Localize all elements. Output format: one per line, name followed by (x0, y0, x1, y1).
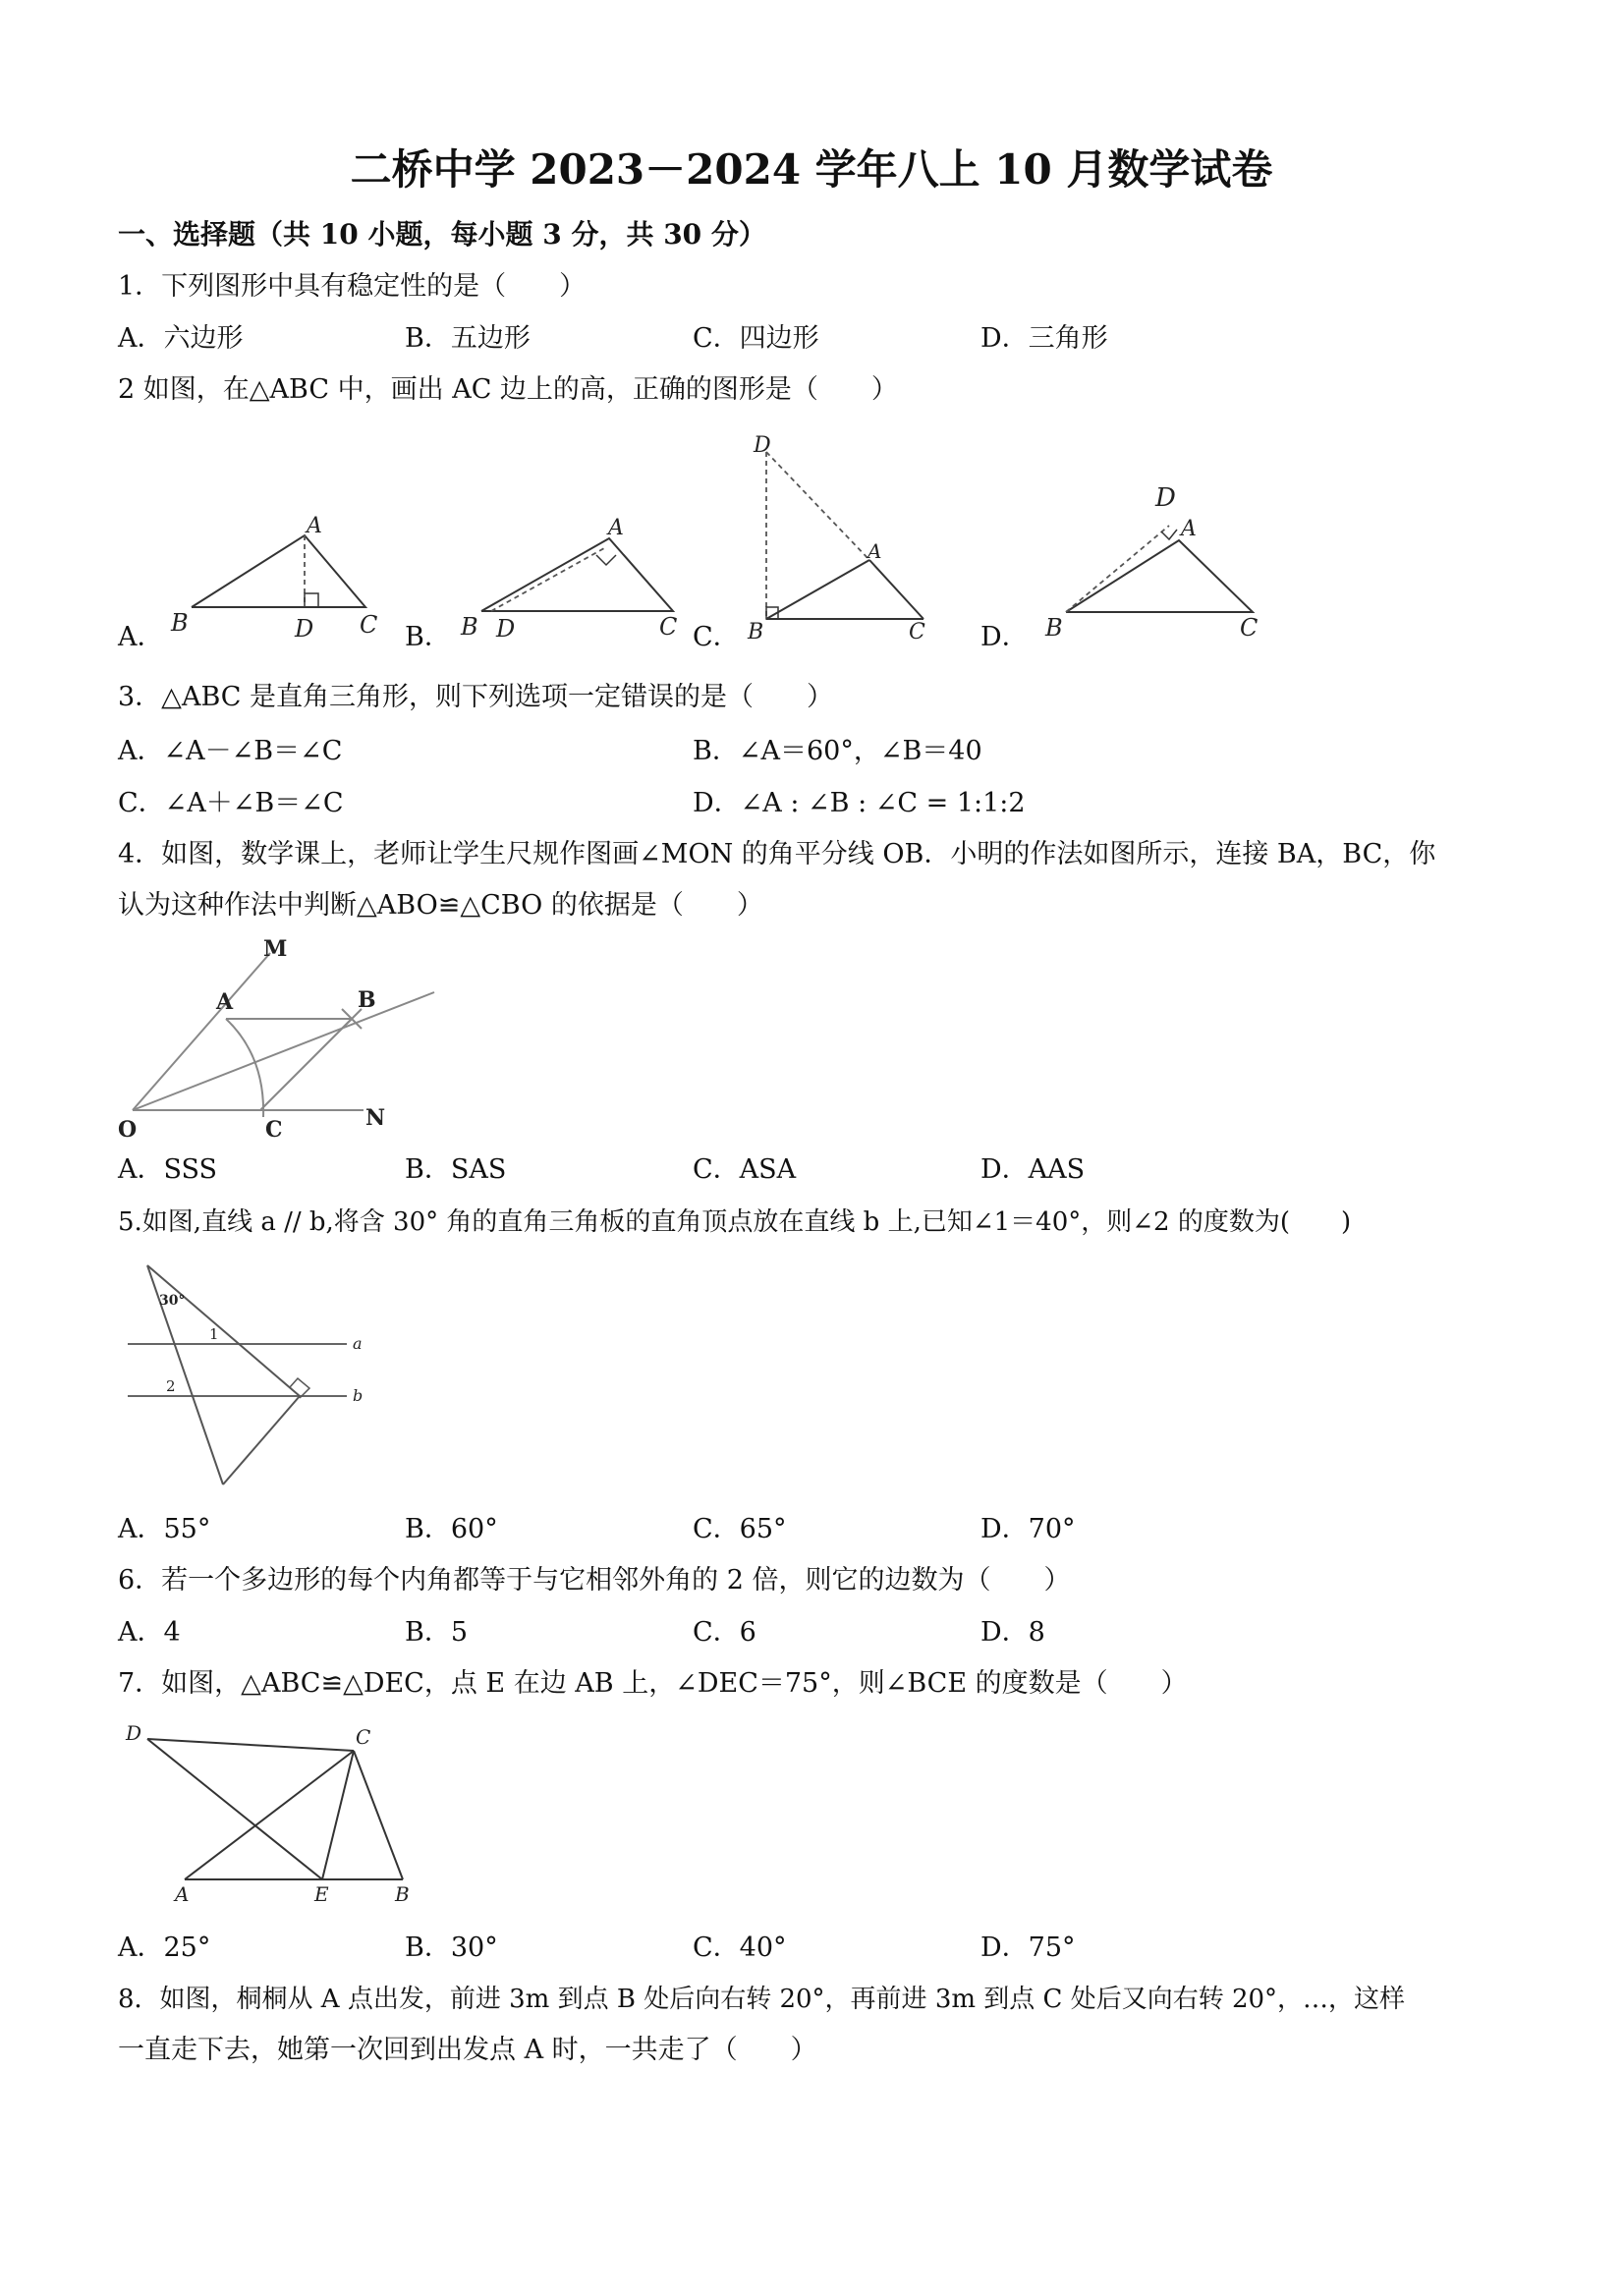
q4-figure (118, 938, 452, 1145)
q4-option-a: A．SSS (118, 1154, 218, 1185)
q7-figure (118, 1714, 432, 1911)
q5-figure (123, 1260, 378, 1496)
q2a-label-c: C (360, 611, 378, 639)
section-heading: 一、选择题（共 10 小题，每小题 3 分，共 30 分） (118, 218, 766, 251)
q2a-label-b: B (171, 609, 189, 637)
q5-option-c: C．65° (693, 1514, 787, 1544)
q1-option-a: A．六边形 (118, 323, 244, 354)
q2d-label-a: A (1181, 517, 1197, 541)
q4-label-o: O (118, 1117, 138, 1143)
q2-figure-c (742, 432, 958, 644)
q4-label-b: B (358, 987, 376, 1013)
q7-option-a: A．25° (118, 1932, 211, 1963)
q5-option-a: A．55° (118, 1514, 211, 1544)
q3-option-b: B．∠A＝60°，∠B＝40 (693, 736, 982, 766)
q5-label-b: b (353, 1386, 364, 1405)
q2c-label-b: B (748, 620, 764, 644)
q4-label-n: N (365, 1105, 386, 1131)
q1-stem: 1．下列图形中具有稳定性的是（ ） (118, 271, 587, 302)
q4-label-a: A (216, 989, 234, 1015)
q7-label-d: D (126, 1721, 142, 1745)
q2-stem: 2 如图，在△ABC 中，画出 AC 边上的高，正确的图形是（ ） (118, 374, 898, 405)
q2c-label-c: C (909, 620, 925, 644)
q2c-label-d: D (754, 433, 771, 458)
q7-label-a: A (175, 1882, 190, 1906)
q2a-label-a: A (307, 514, 322, 538)
q6-option-a: A．4 (118, 1617, 181, 1648)
q7-label-c: C (356, 1725, 371, 1749)
q2-figure-a (167, 511, 383, 643)
q7-label-e: E (314, 1882, 329, 1906)
q5-label-a: a (353, 1334, 363, 1353)
q2b-label-a: A (608, 516, 624, 540)
q2-figure-d (1032, 476, 1267, 644)
q6-option-c: C．6 (693, 1617, 756, 1648)
q5-option-b: B．60° (405, 1514, 498, 1544)
q2-option-a-letter: A． (118, 622, 164, 652)
q6-option-d: D．8 (980, 1617, 1045, 1648)
q5-option-d: D．70° (980, 1514, 1076, 1544)
q5-label-2: 2 (166, 1377, 176, 1395)
q4-stem-line1: 4．如图，数学课上，老师让学生尺规作图画∠MON 的角平分线 OB．小明的作法如图所示，连接 BA，BC，你 (118, 839, 1436, 869)
q4-option-b: B．SAS (405, 1154, 507, 1185)
q1-option-d: D．三角形 (980, 323, 1108, 354)
q7-option-b: B．30° (405, 1932, 498, 1963)
q7-stem: 7．如图，△ABC≌△DEC，点 E 在边 AB 上，∠DEC＝75°，则∠BCE 的度数是（ ） (118, 1668, 1188, 1699)
q4-stem-line2: 认为这种作法中判断△ABO≌△CBO 的依据是（ ） (118, 890, 763, 921)
q2-figure-b (457, 511, 693, 643)
q2a-label-d: D (295, 615, 314, 643)
q1-option-c: C．四边形 (693, 323, 819, 354)
q3-option-d: D．∠A : ∠B : ∠C = 1:1:2 (693, 788, 1026, 818)
q2-option-b-letter: B． (405, 622, 451, 652)
exam-title: 二桥中学 2023－2024 学年八上 10 月数学试卷 (350, 145, 1273, 194)
q7-option-c: C．40° (693, 1932, 787, 1963)
q3-option-a: A．∠A－∠B＝∠C (118, 736, 343, 766)
q4-label-m: M (263, 936, 288, 962)
q6-option-b: B．5 (405, 1617, 469, 1648)
q8-stem-line2: 一直走下去，她第一次回到出发点 A 时，一共走了（ ） (118, 2035, 817, 2065)
q3-stem: 3．△ABC 是直角三角形，则下列选项一定错误的是（ ） (118, 682, 834, 712)
q4-option-d: D．AAS (980, 1154, 1086, 1185)
q2c-label-a: A (867, 539, 882, 563)
q6-stem: 6．若一个多边形的每个内角都等于与它相邻外角的 2 倍，则它的边数为（ ） (118, 1565, 1071, 1596)
q5-label-30: 30° (159, 1293, 186, 1309)
q2b-label-b: B (461, 613, 478, 641)
q3-option-c: C．∠A＋∠B＝∠C (118, 788, 344, 818)
q7-label-b: B (395, 1882, 410, 1906)
q4-option-c: C．ASA (693, 1154, 797, 1185)
q7-option-d: D．75° (980, 1932, 1076, 1963)
q8-stem-line1: 8．如图，桐桐从 A 点出发，前进 3m 到点 B 处后向右转 20°，再前进 3m 到点 C 处后又向右转 20°，…，这样 (118, 1985, 1406, 2014)
q2b-label-c: C (659, 613, 678, 641)
q2-option-d-letter: D． (980, 622, 1029, 652)
q2b-label-d: D (496, 615, 516, 643)
q4-label-c: C (265, 1117, 283, 1143)
q1-option-b: B．五边形 (405, 323, 531, 354)
q2-option-c-letter: C． (693, 622, 740, 652)
q5-stem: 5.如图,直线 a // b,将含 30° 角的直角三角板的直角顶点放在直线 b 上,已知∠1＝40°，则∠2 的度数为( ) (118, 1207, 1352, 1237)
q5-label-1: 1 (209, 1325, 219, 1343)
q2d-label-d: D (1155, 483, 1176, 513)
q2d-label-b: B (1045, 614, 1063, 642)
q2d-label-c: C (1240, 614, 1259, 642)
